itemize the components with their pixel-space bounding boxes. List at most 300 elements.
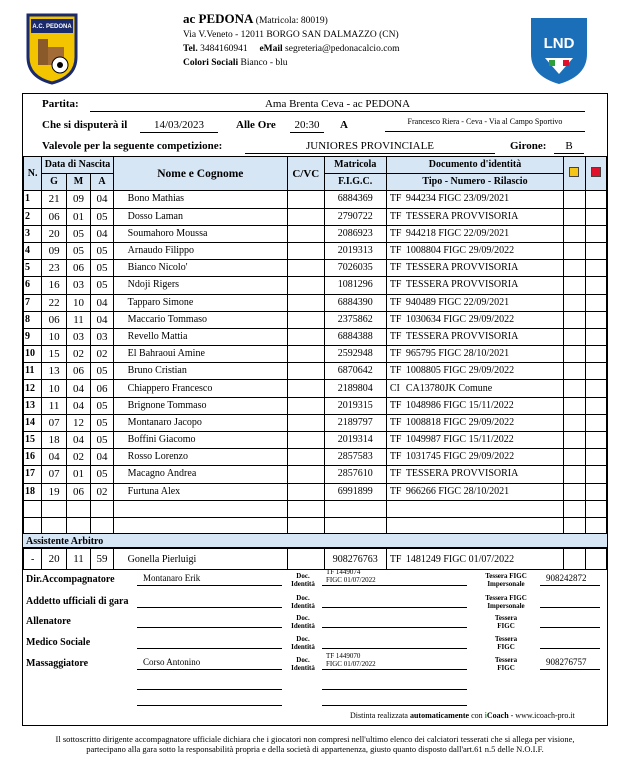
player-row [24, 311, 607, 328]
player-document [386, 500, 563, 517]
player-red-card [585, 500, 606, 517]
staff-doc-label-2: Identità [291, 602, 315, 610]
player-doc-type: TF [389, 434, 402, 446]
player-document [386, 242, 563, 259]
player-doc-text: 1048986 FIGC 15/11/2022 [405, 399, 514, 411]
player-number: 13 [24, 397, 42, 414]
footer-line1: Il sottoscritto dirigente accompagnatore ufficiale dichiara che i giocatori non compresi nell'ultimo elenco dei calciatori tesserati che si allega per visione, [55, 734, 575, 744]
player-red-card [585, 242, 606, 259]
player-red-card [585, 397, 606, 414]
assistant-yellow [564, 549, 585, 570]
assistant-n: - [24, 549, 42, 570]
player-name [113, 500, 287, 517]
player-birth-year: 03 [91, 328, 113, 345]
player-birth-month: 05 [66, 225, 90, 242]
player-cvc [287, 294, 324, 311]
player-red-card [585, 294, 606, 311]
player-document [386, 277, 563, 294]
staff-tessera-label [476, 572, 536, 588]
player-cvc [287, 346, 324, 363]
player-doc-text: 966266 FIGC 28/10/2021 [405, 485, 510, 497]
player-matricola: 2857583 [324, 449, 386, 466]
staff-doc-label [288, 656, 318, 672]
player-number [24, 500, 42, 517]
player-red-card [585, 466, 606, 483]
player-birth-year: 05 [91, 432, 113, 449]
tel-label: Tel. [183, 44, 198, 54]
player-number: 17 [24, 466, 42, 483]
player-doc-text: CA13780JK Comune [405, 382, 493, 394]
player-doc-type: TF [389, 365, 402, 377]
player-yellow-card [564, 500, 585, 517]
player-red-card [585, 363, 606, 380]
staff-doc-line [322, 607, 467, 608]
player-doc-type: TF [389, 313, 402, 325]
icoach-site[interactable]: - www.icoach-pro.it [510, 711, 575, 720]
player-yellow-card [564, 294, 585, 311]
player-birth-day: 06 [42, 208, 66, 225]
col-n: N. [24, 157, 42, 191]
col-doc-type: Tipo - Numero - Rilascio [386, 174, 563, 191]
player-birth-day: 04 [42, 449, 66, 466]
player-number: 16 [24, 449, 42, 466]
player-row [24, 432, 607, 449]
player-document [386, 466, 563, 483]
player-doc-type: TF [389, 210, 402, 222]
player-name: Ndoji Rigers [113, 277, 287, 294]
venue-value: Francesco Riera - Ceva - Via al Campo Sportivo [385, 117, 585, 132]
staff-tessera: 908276757 [546, 657, 587, 667]
player-document [386, 397, 563, 414]
player-birth-month: 06 [66, 363, 90, 380]
player-doc-text: TESSERA PROVVISORIA [405, 330, 519, 342]
player-birth-month: 05 [66, 242, 90, 259]
player-doc-type: TF [389, 485, 402, 497]
player-row [24, 294, 607, 311]
col-m: M [66, 174, 90, 191]
girone-label: Girone: [510, 140, 547, 152]
player-row [24, 483, 607, 500]
staff-doc-1: TF 1449070 [326, 652, 361, 660]
player-cvc [287, 380, 324, 397]
competition-label: Valevole per la seguente competizione: [42, 140, 223, 152]
staff-doc-label-1: Doc. [296, 635, 310, 643]
player-number: 1 [24, 191, 42, 208]
staff-tessera-label [476, 614, 536, 630]
distinta-con: con [471, 711, 483, 720]
col-figc: F.I.G.C. [324, 174, 386, 191]
staff-name: Corso Antonino [143, 657, 201, 667]
player-matricola: 2019313 [324, 242, 386, 259]
player-yellow-card [564, 277, 585, 294]
player-doc-type: TF [389, 296, 402, 308]
player-birth-month: 04 [66, 380, 90, 397]
player-cvc [287, 277, 324, 294]
staff-doc-label-1: Doc. [296, 594, 310, 602]
player-doc-text: 1008804 FIGC 29/09/2022 [405, 245, 515, 257]
player-birth-year: 05 [91, 242, 113, 259]
assistant-table [23, 548, 607, 570]
player-cvc [287, 225, 324, 242]
staff-tessera-label-1: Tessera [494, 656, 518, 664]
partita-value: Ama Brenta Ceva - ac PEDONA [90, 98, 585, 112]
player-name: Boffini Giacomo [113, 432, 287, 449]
player-yellow-card [564, 328, 585, 345]
player-number: 11 [24, 363, 42, 380]
player-birth-month: 06 [66, 483, 90, 500]
player-birth-day [42, 500, 66, 517]
player-document [386, 225, 563, 242]
email-label: eMail [259, 44, 283, 54]
player-document [386, 363, 563, 380]
player-birth-year: 05 [91, 414, 113, 431]
player-doc-type: TF [389, 416, 402, 428]
player-number: 2 [24, 208, 42, 225]
player-red-card [585, 225, 606, 242]
staff-tessera-label-2: Impersonale [487, 580, 525, 588]
staff-doc-label [288, 635, 318, 651]
staff-doc-label-1: Doc. [296, 656, 310, 664]
player-cvc [287, 242, 324, 259]
player-matricola: 2857610 [324, 466, 386, 483]
staff-doc-line [322, 627, 467, 628]
player-birth-month: 06 [66, 260, 90, 277]
player-name: Soumahoro Moussa [113, 225, 287, 242]
staff-doc [326, 568, 376, 584]
player-row [24, 363, 607, 380]
icoach-brand-i: i [484, 711, 487, 720]
time-value: 20:30 [290, 119, 324, 133]
player-cvc [287, 191, 324, 208]
player-birth-year: 02 [91, 483, 113, 500]
staff-tessera-label-2: FIGC [497, 643, 515, 651]
player-birth-year: 05 [91, 397, 113, 414]
player-cvc [287, 483, 324, 500]
player-name: Macagno Andrea [113, 466, 287, 483]
player-number: 7 [24, 294, 42, 311]
staff-doc-2: FIGC 01/07/2022 [326, 576, 376, 584]
player-red-card [585, 208, 606, 225]
player-birth-month [66, 500, 90, 517]
staff-doc-line [322, 585, 467, 586]
player-name: Maccario Tommaso [113, 311, 287, 328]
player-row [24, 397, 607, 414]
player-number: 14 [24, 414, 42, 431]
staff-tessera-label-1: Tessera [494, 635, 518, 643]
col-red [585, 157, 606, 191]
assistant-g: 20 [42, 549, 66, 570]
player-doc-text: 940489 FIGC 22/09/2021 [405, 296, 510, 308]
player-cvc [287, 328, 324, 345]
player-matricola: 6884388 [324, 328, 386, 345]
red-card-icon [591, 167, 601, 177]
player-doc-text: TESSERA PROVVISORIA [405, 262, 519, 274]
player-document [386, 449, 563, 466]
player-doc-text: 1008818 FIGC 29/09/2022 [405, 416, 515, 428]
player-cvc [287, 432, 324, 449]
staff-tessera-label-1: Tessera FIGC [485, 572, 527, 580]
player-doc-type: TF [389, 262, 402, 274]
date-label: Che si disputerà il [42, 119, 128, 131]
player-cvc [287, 449, 324, 466]
player-document [386, 380, 563, 397]
player-red-card [585, 191, 606, 208]
footer-declaration [20, 734, 610, 754]
staff-doc-label-2: Identità [291, 643, 315, 651]
player-cvc [287, 397, 324, 414]
player-row [24, 380, 607, 397]
player-doc-text: 944218 FIGC 22/09/2021 [405, 227, 510, 239]
player-number: 18 [24, 483, 42, 500]
player-birth-year: 05 [91, 363, 113, 380]
club-logo [24, 13, 80, 85]
player-birth-day: 15 [42, 346, 66, 363]
player-matricola: 2592948 [324, 346, 386, 363]
player-birth-day: 20 [42, 225, 66, 242]
player-row [24, 414, 607, 431]
player-red-card [585, 380, 606, 397]
player-yellow-card [564, 449, 585, 466]
staff-tessera-label [476, 656, 536, 672]
player-red-card [585, 449, 606, 466]
assistant-row [24, 549, 607, 570]
colors-label: Colori Sociali [183, 58, 239, 68]
staff-doc-label-1: Doc. [296, 572, 310, 580]
player-red-card [585, 414, 606, 431]
staff-tessera-label-2: FIGC [497, 622, 515, 630]
staff-tessera-label-2: FIGC [497, 664, 515, 672]
player-matricola: 2019314 [324, 432, 386, 449]
player-birth-month: 02 [66, 346, 90, 363]
player-birth-month: 03 [66, 328, 90, 345]
player-name: Chiappero Francesco [113, 380, 287, 397]
staff-role: Allenatore [26, 616, 71, 627]
player-row [24, 260, 607, 277]
player-birth-year: 05 [91, 208, 113, 225]
player-doc-type: TF [389, 468, 402, 480]
staff-role: Addetto ufficiali di gara [26, 596, 129, 607]
player-name: Bianco Nicolo' [113, 260, 287, 277]
staff-name-line [137, 648, 282, 649]
player-red-card [585, 311, 606, 328]
player-cvc [287, 466, 324, 483]
staff-name-line [137, 585, 282, 586]
assistant-doc [386, 549, 563, 570]
player-birth-year: 04 [91, 191, 113, 208]
player-birth-month: 01 [66, 466, 90, 483]
player-document [386, 432, 563, 449]
staff-tessera-label [476, 635, 536, 651]
player-number: 8 [24, 311, 42, 328]
player-birth-month: 09 [66, 191, 90, 208]
col-yellow [564, 157, 585, 191]
date-value: 14/03/2023 [140, 119, 218, 133]
player-document [386, 191, 563, 208]
staff-tessera-label-2: Impersonale [487, 602, 525, 610]
player-birth-day: 19 [42, 483, 66, 500]
blank-line [137, 689, 282, 690]
staff-tessera-line [540, 669, 600, 670]
player-matricola: 1081296 [324, 277, 386, 294]
player-row [24, 500, 607, 517]
staff-role: Medico Sociale [26, 637, 91, 648]
player-birth-year: 05 [91, 466, 113, 483]
assistant-a: 59 [91, 549, 113, 570]
player-matricola: 6991899 [324, 483, 386, 500]
player-red-card [585, 277, 606, 294]
player-yellow-card [564, 363, 585, 380]
player-doc-text: TESSERA PROVVISORIA [405, 279, 519, 291]
player-number: 15 [24, 432, 42, 449]
players-table [23, 156, 607, 535]
player-number: 12 [24, 380, 42, 397]
col-matricola: Matricola [324, 157, 386, 174]
player-document [386, 483, 563, 500]
staff-doc [326, 652, 376, 668]
player-doc-text: 1008805 FIGC 29/09/2022 [405, 365, 515, 377]
staff-name-line [137, 627, 282, 628]
player-matricola: 6884390 [324, 294, 386, 311]
lnd-logo [527, 14, 591, 86]
player-birth-day: 07 [42, 466, 66, 483]
player-row [24, 225, 607, 242]
staff-role: Dir.Accompagnatore [26, 574, 115, 585]
blank-line [137, 705, 282, 706]
assistant-matricola: 908276763 [324, 549, 386, 570]
player-name: Bono Mathias [113, 191, 287, 208]
player-birth-month: 11 [66, 311, 90, 328]
player-birth-day: 07 [42, 414, 66, 431]
player-red-card [585, 328, 606, 345]
player-name: Tapparo Simone [113, 294, 287, 311]
staff-doc-label-2: Identità [291, 580, 315, 588]
col-cvc: C/VC [287, 157, 324, 191]
player-row [24, 466, 607, 483]
player-birth-month: 01 [66, 208, 90, 225]
player-yellow-card [564, 414, 585, 431]
player-yellow-card [564, 242, 585, 259]
staff-tessera: 908242872 [546, 573, 587, 583]
player-number: 6 [24, 277, 42, 294]
player-cvc [287, 363, 324, 380]
player-yellow-card [564, 346, 585, 363]
blank-line [322, 705, 467, 706]
col-doc: Documento d'identità [386, 157, 563, 174]
player-name: Bruno Cristian [113, 363, 287, 380]
player-name: Dosso Laman [113, 208, 287, 225]
colors-value: Bianco - blu [240, 58, 288, 68]
staff-tessera-label-1: Tessera FIGC [485, 594, 527, 602]
player-birth-day: 09 [42, 242, 66, 259]
player-yellow-card [564, 380, 585, 397]
player-doc-type: TF [389, 399, 402, 411]
player-birth-year: 05 [91, 260, 113, 277]
player-matricola: 2189797 [324, 414, 386, 431]
distinta-auto: automaticamente [409, 711, 470, 720]
col-birth: Data di Nascita [42, 157, 113, 174]
player-cvc [287, 311, 324, 328]
player-doc-type: TF [389, 193, 402, 205]
player-doc-type: TF [389, 245, 402, 257]
player-birth-year: 06 [91, 380, 113, 397]
player-birth-day: 10 [42, 328, 66, 345]
player-birth-day: 13 [42, 363, 66, 380]
footer-line2: partecipano alla gara sotto la responsabilità propria e della società di appartenenza, giusto quanto disposto dall'art.61 n.5 delle N.O.I.F. [86, 744, 544, 754]
player-doc-type: TF [389, 227, 402, 239]
player-doc-text: 1049987 FIGC 15/11/2022 [405, 434, 514, 446]
logo-text: A.C. PEDONA [32, 24, 72, 30]
player-doc-type: CI [389, 382, 400, 394]
club-header [183, 12, 400, 70]
player-matricola: 7026035 [324, 260, 386, 277]
player-document [386, 311, 563, 328]
player-name: Revello Mattia [113, 328, 287, 345]
club-address: Via V.Veneto - 12011 BORGO SAN DALMAZZO (CN) [183, 30, 399, 40]
staff-role: Massaggiatore [26, 658, 89, 669]
player-matricola: 2189804 [324, 380, 386, 397]
staff-doc-line [322, 648, 467, 649]
assistant-name: Gonella Pierluigi [113, 549, 287, 570]
player-matricola: 2375862 [324, 311, 386, 328]
player-matricola: 6884369 [324, 191, 386, 208]
tel-value: 3484160941 [200, 44, 248, 54]
player-birth-year: 04 [91, 449, 113, 466]
staff-doc-label-2: Identità [291, 664, 315, 672]
player-document [386, 328, 563, 345]
player-number: 4 [24, 242, 42, 259]
player-number: 5 [24, 260, 42, 277]
player-document [386, 346, 563, 363]
assistant-doc-type: TF [389, 553, 402, 565]
player-doc-text: 1030634 FIGC 29/09/2022 [405, 313, 515, 325]
player-matricola: 2019315 [324, 397, 386, 414]
player-document [386, 260, 563, 277]
staff-doc-label [288, 594, 318, 610]
club-name: ac PEDONA [183, 11, 254, 26]
staff-doc-label [288, 572, 318, 588]
player-birth-year: 02 [91, 346, 113, 363]
player-birth-day: 22 [42, 294, 66, 311]
player-number: 3 [24, 225, 42, 242]
player-yellow-card [564, 191, 585, 208]
staff-tessera-line [540, 585, 600, 586]
player-name: El Bahraoui Amine [113, 346, 287, 363]
player-doc-text: TESSERA PROVVISORIA [405, 210, 519, 222]
player-row [24, 277, 607, 294]
player-birth-month: 10 [66, 294, 90, 311]
player-matricola [324, 500, 386, 517]
staff-tessera-line [540, 627, 600, 628]
player-doc-type: TF [389, 279, 402, 291]
col-g: G [42, 174, 66, 191]
distinta-note [350, 711, 575, 720]
player-birth-month: 02 [66, 449, 90, 466]
staff-doc-label-2: Identità [291, 622, 315, 630]
player-birth-month: 12 [66, 414, 90, 431]
player-doc-text: 944234 FIGC 23/09/2021 [405, 193, 510, 205]
player-number: 10 [24, 346, 42, 363]
player-yellow-card [564, 432, 585, 449]
staff-tessera-line [540, 607, 600, 608]
player-row [24, 208, 607, 225]
player-birth-day: 23 [42, 260, 66, 277]
col-name: Nome e Cognome [113, 157, 287, 191]
player-matricola: 2086923 [324, 225, 386, 242]
player-birth-day: 11 [42, 397, 66, 414]
player-yellow-card [564, 483, 585, 500]
a-label: A [340, 119, 348, 131]
player-birth-year: 05 [91, 277, 113, 294]
